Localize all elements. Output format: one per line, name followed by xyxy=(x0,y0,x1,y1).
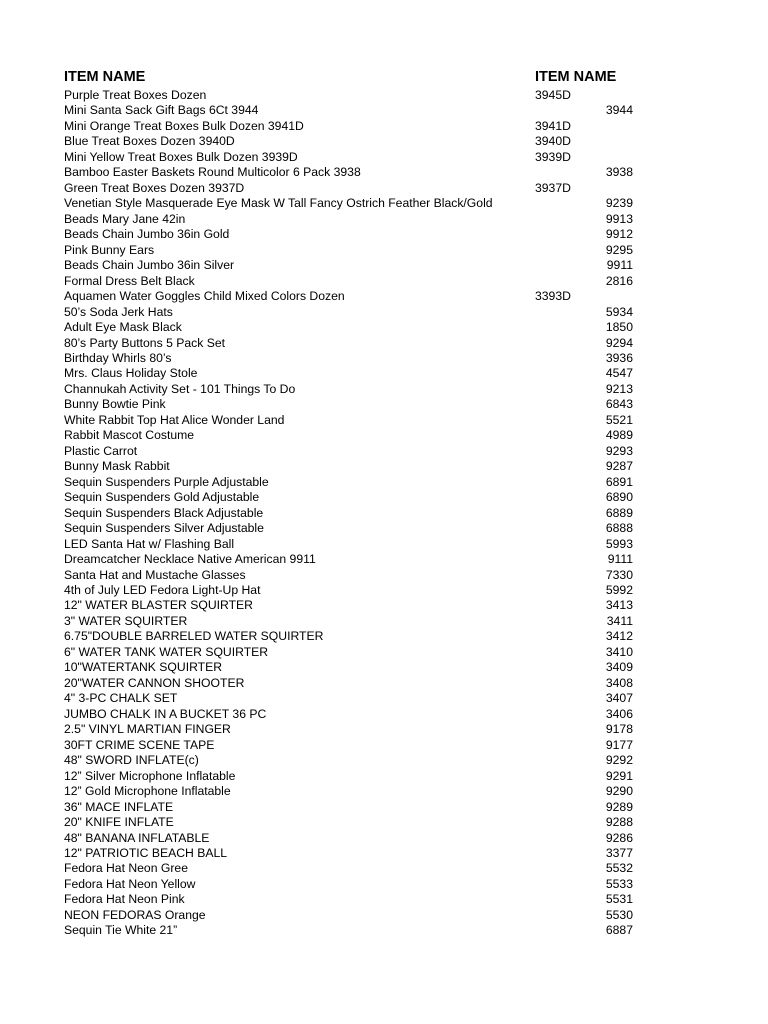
item-code-cell: 3410 xyxy=(605,644,633,659)
item-name-cell: Aquamen Water Goggles Child Mixed Colors Dozen xyxy=(64,289,345,304)
item-code-cell: 3944 xyxy=(605,103,633,118)
item-code-cell: 3938 xyxy=(605,165,633,180)
item-code-cell: 3406 xyxy=(605,706,633,721)
item-name-cell: Rabbit Mascot Costume xyxy=(64,428,195,443)
table-row xyxy=(0,134,768,149)
item-code-cell: 5934 xyxy=(605,304,633,319)
item-code-cell: 9294 xyxy=(605,335,633,350)
table-row xyxy=(0,583,768,598)
item-code-cell: 9912 xyxy=(605,227,633,242)
table-row xyxy=(0,707,768,722)
item-code-cell: 9288 xyxy=(605,815,633,830)
item-code-cell: 3937D xyxy=(535,180,571,195)
item-code-cell: 5993 xyxy=(605,536,633,551)
item-name-cell: 20" KNIFE INFLATE xyxy=(64,815,174,830)
item-table xyxy=(0,88,768,939)
item-code-cell: 9293 xyxy=(605,443,633,458)
item-code-cell: 3945D xyxy=(535,88,571,102)
item-name-cell: Mini Orange Treat Boxes Bulk Dozen 3941D xyxy=(64,118,304,133)
table-row xyxy=(0,150,768,165)
table-row xyxy=(0,552,768,567)
item-code-cell: 9287 xyxy=(605,459,633,474)
table-row xyxy=(0,769,768,784)
item-name-cell: 4th of July LED Fedora Light-Up Hat xyxy=(64,583,261,597)
item-code-cell: 6843 xyxy=(605,397,633,412)
item-code-cell: 2816 xyxy=(605,273,633,288)
item-code-cell: 9177 xyxy=(605,737,633,752)
table-row xyxy=(0,305,768,320)
table-row xyxy=(0,784,768,799)
table-row xyxy=(0,722,768,737)
item-name-cell: Beads Chain Jumbo 36in Silver xyxy=(64,258,235,273)
item-name-cell: Mini Yellow Treat Boxes Bulk Dozen 3939D xyxy=(64,149,298,164)
item-name-cell: Bamboo Easter Baskets Round Multicolor 6 Pack 3938 xyxy=(64,165,361,180)
item-code-cell: 5992 xyxy=(605,583,633,597)
item-name-cell: Purple Treat Boxes Dozen xyxy=(64,88,207,102)
table-row xyxy=(0,645,768,660)
item-name-cell: Sequin Suspenders Gold Adjustable xyxy=(64,490,260,505)
table-row xyxy=(0,537,768,552)
table-row xyxy=(0,444,768,459)
table-row xyxy=(0,336,768,351)
table-row xyxy=(0,119,768,134)
item-code-cell: 5532 xyxy=(605,861,633,876)
item-name-cell: 12" PATRIOTIC BEACH BALL xyxy=(64,845,228,860)
table-row xyxy=(0,88,768,103)
item-code-cell: 5531 xyxy=(605,892,633,907)
item-name-cell: 2.5" VINYL MARTIAN FINGER xyxy=(64,722,231,737)
table-row xyxy=(0,892,768,907)
item-code-cell: 3941D xyxy=(535,118,571,133)
item-name-cell: 50’s Soda Jerk Hats xyxy=(64,304,173,319)
item-code-cell: 9178 xyxy=(605,722,633,737)
item-name-cell: Sequin Tie White 21” xyxy=(64,923,178,938)
item-name-cell: Beads Chain Jumbo 36in Gold xyxy=(64,227,230,242)
item-name-cell: Beads Mary Jane 42in xyxy=(64,211,186,226)
item-code-cell: 3407 xyxy=(605,691,633,706)
table-row xyxy=(0,196,768,211)
table-row xyxy=(0,103,768,118)
item-code-cell: 3408 xyxy=(605,675,633,690)
table-row xyxy=(0,629,768,644)
table-row xyxy=(0,815,768,830)
item-name-cell: Dreamcatcher Necklace Native American 9911 xyxy=(64,552,316,567)
item-code-cell: 6891 xyxy=(605,474,633,489)
item-name-cell: 3" WATER SQUIRTER xyxy=(64,613,188,628)
item-code-cell: 6887 xyxy=(605,923,633,938)
item-code-cell: 9213 xyxy=(605,381,633,396)
item-code-cell: 3412 xyxy=(605,629,633,644)
item-name-cell: NEON FEDORAS Orange xyxy=(64,907,206,922)
table-row xyxy=(0,490,768,505)
item-name-cell: Santa Hat and Mustache Glasses xyxy=(64,567,246,582)
item-name-cell: 20"WATER CANNON SHOOTER xyxy=(64,675,245,690)
table-row xyxy=(0,181,768,196)
item-code-cell: 5530 xyxy=(605,907,633,922)
item-code-cell: 6888 xyxy=(605,521,633,536)
item-name-cell: 80’s Party Buttons 5 Pack Set xyxy=(64,335,226,350)
item-code-cell: 3939D xyxy=(535,149,571,164)
table-row xyxy=(0,243,768,258)
table-row xyxy=(0,212,768,227)
item-code-cell: 3413 xyxy=(605,598,633,613)
table-row xyxy=(0,413,768,428)
item-name-cell: Fedora Hat Neon Pink xyxy=(64,892,185,907)
item-name-cell: Birthday Whirls 80’s xyxy=(64,350,172,365)
item-name-cell: Fedora Hat Neon Yellow xyxy=(64,876,196,891)
item-name-cell: Mrs. Claus Holiday Stole xyxy=(64,366,198,381)
table-row xyxy=(0,738,768,753)
table-row xyxy=(0,428,768,443)
item-name-cell: Pink Bunny Ears xyxy=(64,242,155,257)
item-code-cell: 9291 xyxy=(605,768,633,783)
table-row xyxy=(0,320,768,335)
item-code-cell: 1850 xyxy=(605,320,633,335)
item-code-cell: 4989 xyxy=(605,428,633,443)
table-row xyxy=(0,753,768,768)
item-name-cell: 30FT CRIME SCENE TAPE xyxy=(64,737,215,752)
item-name-cell: White Rabbit Top Hat Alice Wonder Land xyxy=(64,412,285,427)
table-row xyxy=(0,165,768,180)
item-code-cell: 3409 xyxy=(605,660,633,675)
table-row xyxy=(0,568,768,583)
item-name-cell: Blue Treat Boxes Dozen 3940D xyxy=(64,134,235,149)
item-name-cell: Mini Santa Sack Gift Bags 6Ct 3944 xyxy=(64,103,259,118)
table-row xyxy=(0,227,768,242)
table-row xyxy=(0,923,768,938)
item-name-cell: JUMBO CHALK IN A BUCKET 36 PC xyxy=(64,706,267,721)
item-code-cell: 9239 xyxy=(605,196,633,211)
item-code-cell: 3377 xyxy=(605,845,633,860)
table-row xyxy=(0,676,768,691)
item-code-cell: 9913 xyxy=(605,211,633,226)
item-name-cell: 36" MACE INFLATE xyxy=(64,799,174,814)
item-name-cell: 48" BANANA INFLATABLE xyxy=(64,830,210,845)
item-code-cell: 3936 xyxy=(605,350,633,365)
item-name-cell: 6" WATER TANK WATER SQUIRTER xyxy=(64,644,269,659)
item-name-cell: 6.75"DOUBLE BARRELED WATER SQUIRTER xyxy=(64,629,324,644)
item-code-cell: 6890 xyxy=(605,490,633,505)
table-row xyxy=(0,521,768,536)
item-name-header: ITEM NAME xyxy=(64,69,146,85)
item-name-cell: Formal Dress Belt Black xyxy=(64,273,195,288)
item-code-cell: 9911 xyxy=(606,258,633,273)
item-code-cell: 9286 xyxy=(605,830,633,845)
item-name-cell: 12" WATER BLASTER SQUIRTER xyxy=(64,598,253,613)
item-code-cell: 9289 xyxy=(605,799,633,814)
table-row xyxy=(0,800,768,815)
table-row xyxy=(0,366,768,381)
table-row xyxy=(0,351,768,366)
item-name-cell: Sequin Suspenders Purple Adjustable xyxy=(64,474,269,489)
table-row xyxy=(0,614,768,629)
item-name-cell: Sequin Suspenders Silver Adjustable xyxy=(64,521,264,536)
table-row xyxy=(0,831,768,846)
table-row xyxy=(0,877,768,892)
item-name-cell: Channukah Activity Set - 101 Things To Do xyxy=(64,381,296,396)
item-code-header: ITEM NAME xyxy=(535,69,617,85)
item-name-cell: Venetian Style Masquerade Eye Mask W Tall Fancy Ostrich Feather Black/Gold xyxy=(64,196,493,211)
item-code-cell: 9295 xyxy=(605,242,633,257)
item-code-cell: 9290 xyxy=(605,784,633,799)
table-row xyxy=(0,861,768,876)
table-row xyxy=(0,506,768,521)
table-row xyxy=(0,475,768,490)
table-row xyxy=(0,846,768,861)
item-code-cell: 7330 xyxy=(605,567,633,582)
item-name-cell: Bunny Mask Rabbit xyxy=(64,459,170,474)
item-code-cell: 4547 xyxy=(605,366,633,381)
item-name-cell: Fedora Hat Neon Gree xyxy=(64,861,188,876)
table-row xyxy=(0,660,768,675)
item-code-cell: 5521 xyxy=(605,412,633,427)
item-code-cell: 5533 xyxy=(605,876,633,891)
item-code-cell: 6889 xyxy=(605,505,633,520)
item-name-cell: 48" SWORD INFLATE(c) xyxy=(64,753,199,768)
table-row xyxy=(0,397,768,412)
item-name-cell: Bunny Bowtie Pink xyxy=(64,397,166,412)
table-row xyxy=(0,691,768,706)
item-code-cell: 3411 xyxy=(606,613,633,628)
item-name-cell: 10"WATERTANK SQUIRTER xyxy=(64,660,223,675)
item-code-cell: 3940D xyxy=(535,134,571,149)
table-row xyxy=(0,459,768,474)
item-name-cell: LED Santa Hat w/ Flashing Ball xyxy=(64,536,235,551)
table-row xyxy=(0,274,768,289)
table-row xyxy=(0,289,768,304)
item-code-cell: 9111 xyxy=(607,552,633,567)
item-name-cell: Adult Eye Mask Black xyxy=(64,320,182,335)
table-row xyxy=(0,908,768,923)
item-code-cell: 9292 xyxy=(605,753,633,768)
table-row xyxy=(0,598,768,613)
item-name-cell: Sequin Suspenders Black Adjustable xyxy=(64,505,264,520)
item-code-cell: 3393D xyxy=(535,289,571,304)
item-name-cell: 12” Gold Microphone Inflatable xyxy=(64,784,231,799)
table-row xyxy=(0,382,768,397)
item-name-cell: Plastic Carrot xyxy=(64,443,138,458)
table-row xyxy=(0,258,768,273)
item-name-cell: 4" 3-PC CHALK SET xyxy=(64,691,178,706)
item-name-cell: Green Treat Boxes Dozen 3937D xyxy=(64,180,245,195)
item-name-cell: 12” Silver Microphone Inflatable xyxy=(64,768,236,783)
